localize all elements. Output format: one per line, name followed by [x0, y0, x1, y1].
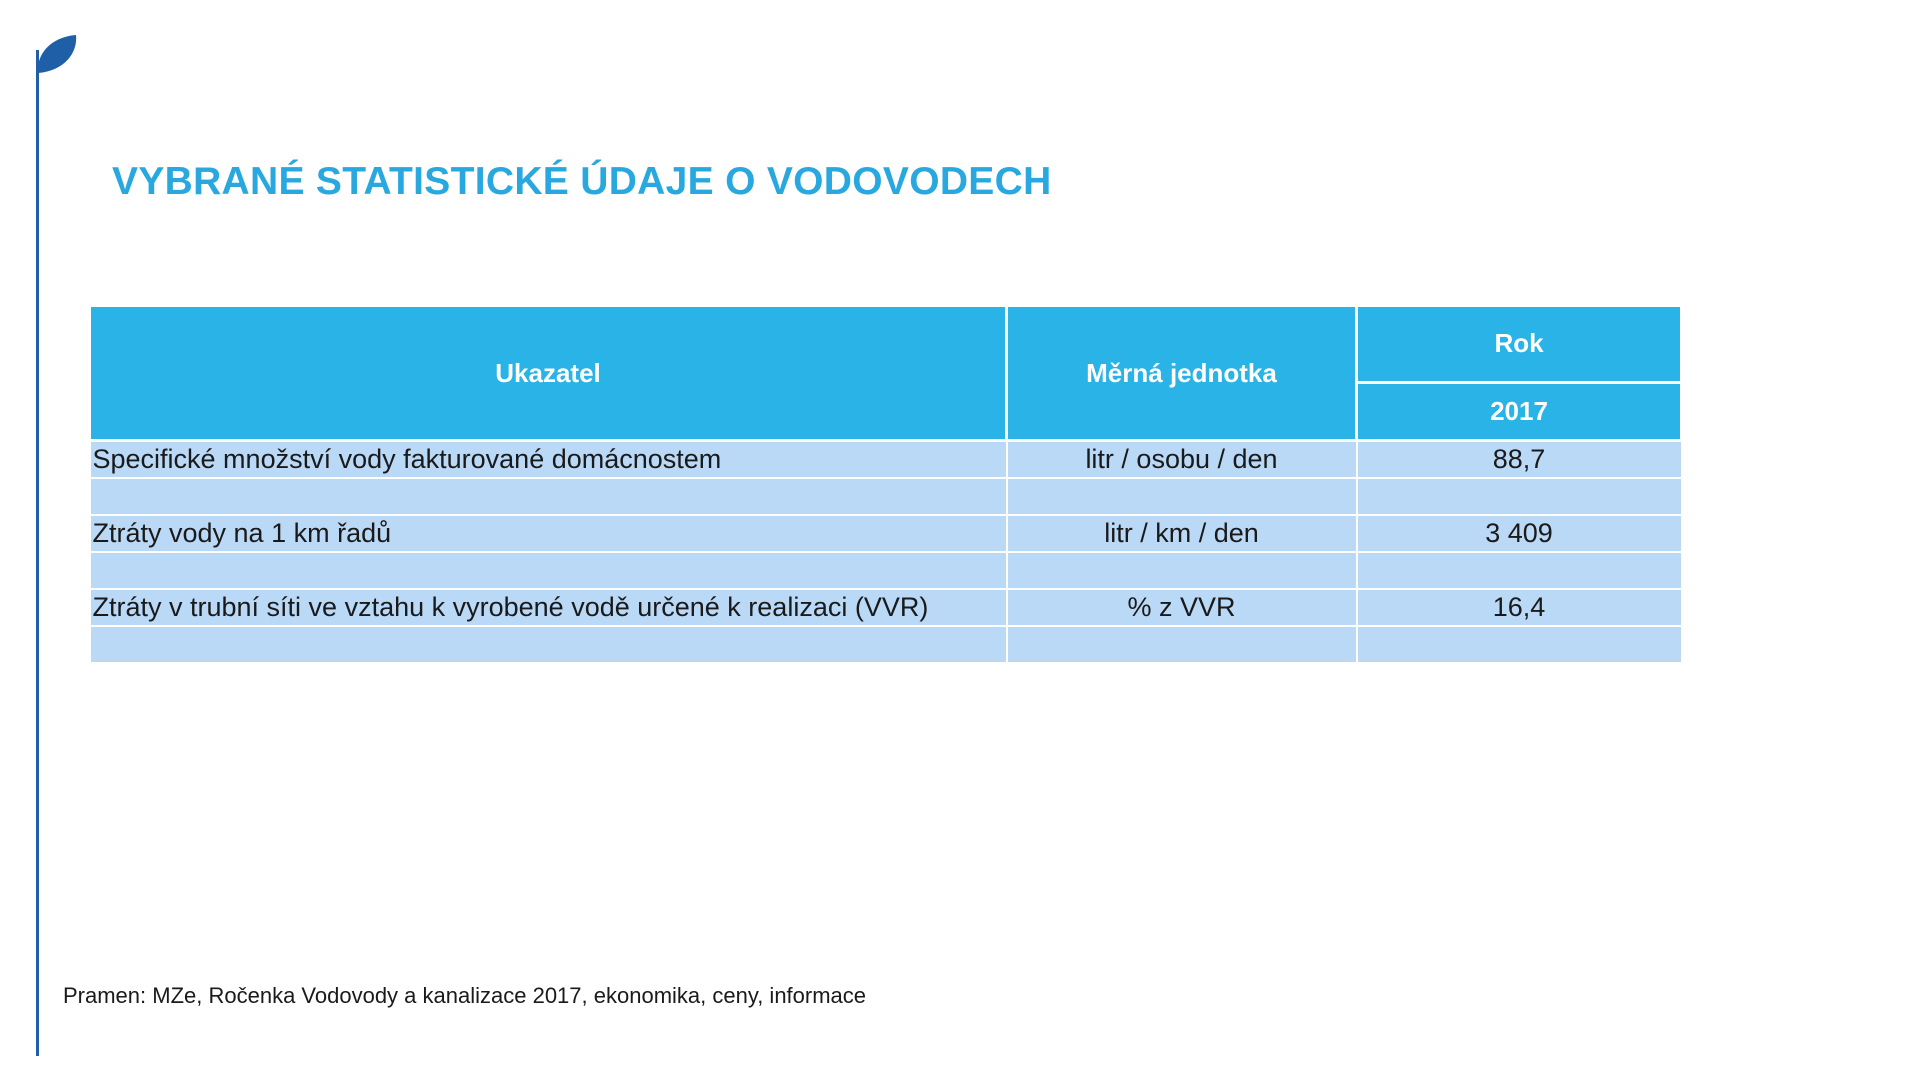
header-indicator: Ukazatel	[90, 306, 1007, 441]
cell-indicator	[90, 478, 1007, 515]
header-year: 2017	[1357, 382, 1682, 440]
leaf-icon	[34, 33, 80, 79]
cell-indicator	[90, 626, 1007, 663]
cell-unit: litr / osobu / den	[1007, 441, 1357, 479]
table-row	[90, 515, 1682, 552]
cell-indicator: Ztráty v trubní síti ve vztahu k vyrobené vodě určené k realizaci (VVR)	[90, 589, 1007, 626]
statistics-table	[88, 304, 1683, 664]
cell-value	[1357, 478, 1682, 515]
page-title: VYBRANÉ STATISTICKÉ ÚDAJE O VODOVODECH	[112, 160, 1052, 203]
table-row	[90, 441, 1682, 479]
cell-indicator	[90, 552, 1007, 589]
cell-indicator: Ztráty vody na 1 km řadů	[90, 515, 1007, 552]
cell-unit	[1007, 626, 1357, 663]
cell-indicator: Specifické množství vody fakturované domácnostem	[90, 441, 1007, 479]
cell-value	[1357, 626, 1682, 663]
side-accent-line	[36, 50, 39, 1056]
header-unit: Měrná jednotka	[1007, 306, 1357, 441]
table-row	[90, 589, 1682, 626]
cell-value: 3 409	[1357, 515, 1682, 552]
table-row	[90, 626, 1682, 663]
cell-unit	[1007, 552, 1357, 589]
table-row	[90, 478, 1682, 515]
cell-unit	[1007, 478, 1357, 515]
cell-value: 88,7	[1357, 441, 1682, 479]
cell-value: 16,4	[1357, 589, 1682, 626]
table-row	[90, 552, 1682, 589]
source-note: Pramen: MZe, Ročenka Vodovody a kanalizace 2017, ekonomika, ceny, informace	[63, 983, 867, 1008]
cell-unit: % z VVR	[1007, 589, 1357, 626]
cell-unit: litr / km / den	[1007, 515, 1357, 552]
cell-value	[1357, 552, 1682, 589]
header-year-group: Rok	[1357, 306, 1682, 383]
